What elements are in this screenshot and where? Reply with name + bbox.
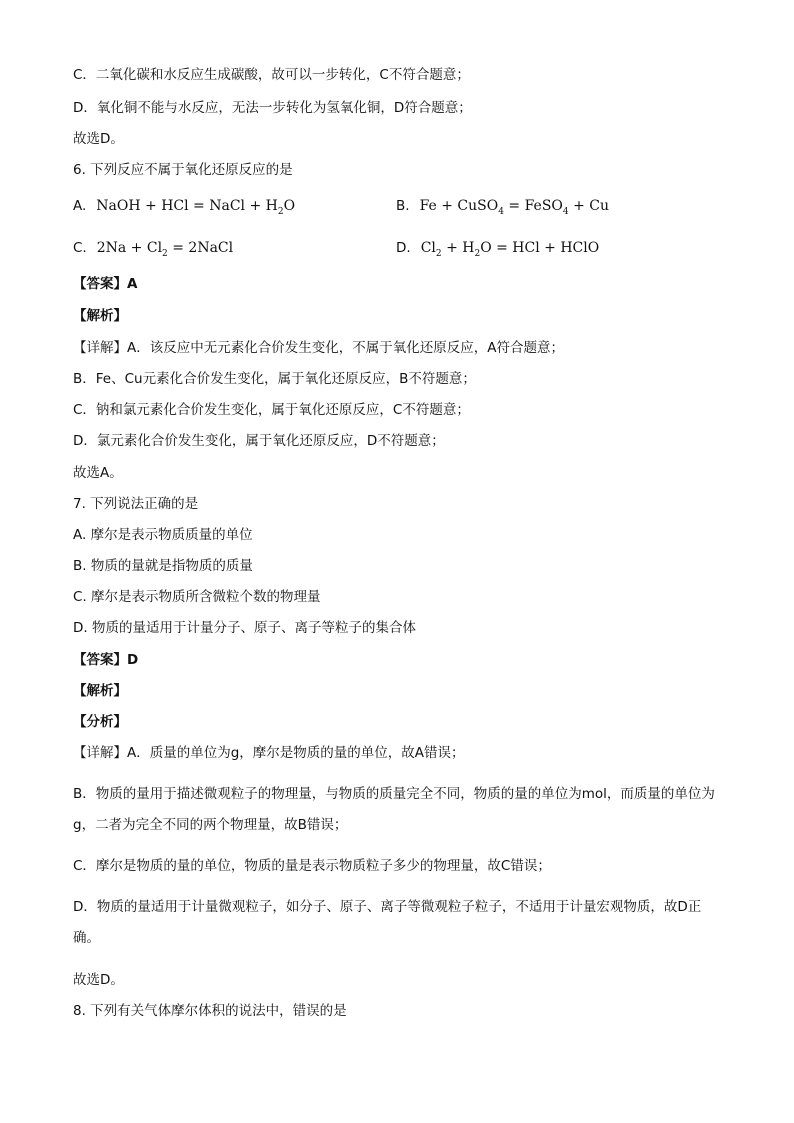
option-a-equation: NaOH + HCl = NaCl + $H_2O$ [96, 198, 296, 217]
option-a: A. 摩尔是表示物质质量的单位 [73, 527, 253, 543]
explanation-line: B．Fe、Cu元素化合价发生变化，属于氧化还原反应，B不符题意； [73, 371, 476, 387]
answer-label: 【答案】A [73, 276, 138, 292]
text-line: 故选D。 [73, 131, 124, 147]
analysis-label: 【分析】 [73, 714, 127, 730]
explanation-paragraph: D．物质的量适用于计量微观粒子，如分子、原子、离子等微观粒子粒子，不适用于计量宏观物质，故D正确。 [73, 899, 702, 946]
explanation-line: 【详解】A．该反应中无元素化合价发生变化，不属于氧化还原反应，A符合题意； [73, 340, 564, 356]
explanation-line: 【详解】A．质量的单位为g，摩尔是物质的量的单位，故A错误； [73, 745, 465, 761]
explanation-line: C．摩尔是物质的量的单位，物质的量是表示物质粒子多少的物理量，故C错误； [73, 858, 551, 874]
option-d-equation: $Cl_2 + H_2O$ = HCl + HClO [420, 240, 600, 259]
option-b-equation: Fe + CuSO$_4$ = FeSO$_4$ + Cu [419, 198, 609, 217]
explanation-line: C．钠和氯元素化合价发生变化，属于氧化还原反应，C不符题意； [73, 402, 470, 418]
option-a [73, 196, 295, 218]
analysis-label: 【解析】 [73, 308, 127, 324]
option-d [396, 238, 599, 260]
explanation-paragraph: B．物质的量用于描述微观粒子的物理量，与物质的质量完全不同，物质的量的单位为mol，而质量的单位为g，二者为完全不同的两个物理量，故B错误； [73, 786, 715, 833]
question-8-stem: 8. 下列有关气体摩尔体积的说法中，错误的是 [73, 1003, 347, 1019]
explanation-line: D．氯元素化合价发生变化，属于氧化还原反应，D不符题意； [73, 433, 445, 449]
option-c-label: C. [73, 240, 87, 256]
option-d: D. 物质的量适用于计量分子、原子、离子等粒子的集合体 [73, 620, 416, 636]
conclusion-line: 故选D。 [73, 972, 124, 988]
option-b [396, 196, 609, 218]
question-6-stem: 6. 下列反应不属于氧化还原反应的是 [73, 162, 293, 178]
question-7-stem: 7. 下列说法正确的是 [73, 496, 199, 512]
option-a-label: A. [73, 198, 87, 214]
analysis-label: 【解析】 [73, 683, 127, 699]
option-d-label: D. [396, 240, 411, 256]
option-b-label: B. [396, 198, 410, 214]
option-c: C. 摩尔是表示物质所含微粒个数的物理量 [73, 589, 321, 605]
answer-label: 【答案】D [73, 652, 139, 668]
conclusion-line: 故选A。 [73, 465, 123, 481]
option-c [73, 238, 233, 260]
option-b: B. 物质的量就是指物质的质量 [73, 558, 253, 574]
text-line: D．氧化铜不能与水反应，无法一步转化为氢氧化铜，D符合题意； [73, 100, 472, 116]
text-line: C．二氧化碳和水反应生成碳酸，故可以一步转化，C不符合题意； [73, 67, 470, 83]
option-c-equation: $2Na + Cl_2$ = 2NaCl [96, 240, 234, 259]
